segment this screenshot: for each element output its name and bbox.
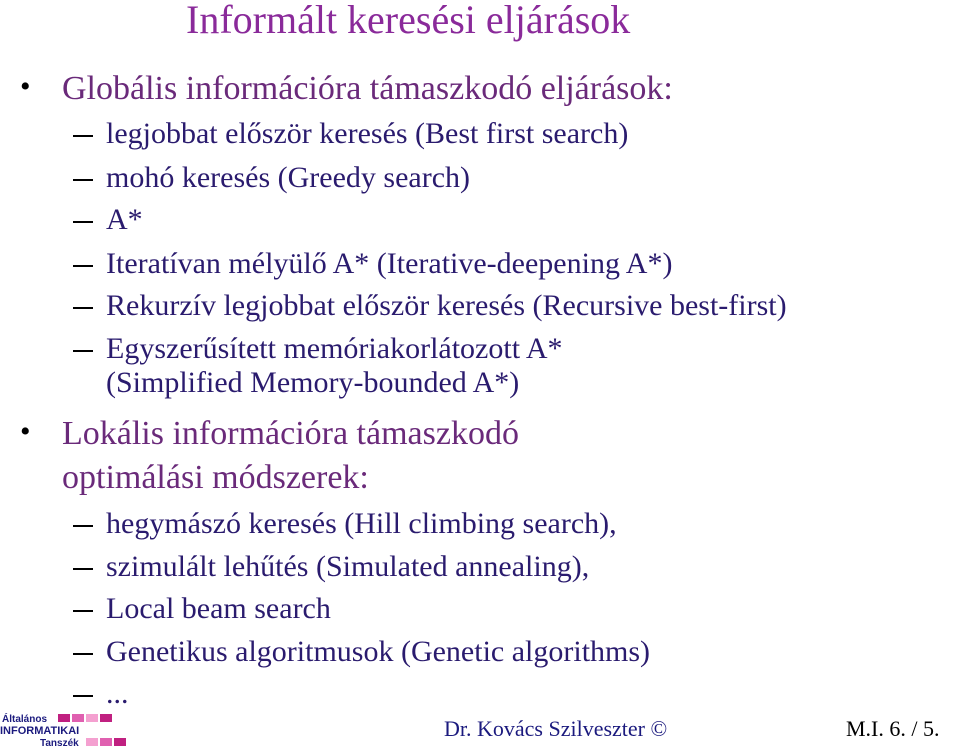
- logo-block: [58, 714, 70, 722]
- logo-line2: INFORMATIKAI: [0, 725, 80, 737]
- logo-block: [86, 714, 98, 722]
- dash-marker: [73, 525, 93, 527]
- section-heading-local: [20, 415, 519, 453]
- author-credit: Dr. Kovács Szilveszter ©: [444, 716, 668, 741]
- logo-line3: Tanszék: [40, 738, 79, 748]
- department-logo: [0, 712, 130, 748]
- logo-block: [86, 738, 98, 746]
- dash-marker: [73, 610, 93, 612]
- slide-title: Informált keresési eljárások: [186, 0, 631, 42]
- list-item: ...: [106, 677, 129, 710]
- dash-marker: [73, 221, 93, 223]
- list-item-continuation: (Simplified Memory-bounded A*): [106, 366, 520, 399]
- dash-marker: [73, 135, 93, 137]
- list-item: hegymászó keresés (Hill climbing search),: [106, 507, 617, 540]
- list-item: mohó keresés (Greedy search): [106, 161, 470, 194]
- section-heading-local-line1: Lokális információra támaszkodó: [62, 415, 519, 452]
- dash-marker: [73, 695, 93, 697]
- logo-block: [114, 738, 126, 746]
- section-heading-global: [20, 70, 673, 108]
- dash-marker: [73, 653, 93, 655]
- bullet: •: [20, 70, 31, 103]
- list-item: Genetikus algoritmusok (Genetic algorithms): [106, 635, 651, 668]
- list-item: A*: [106, 203, 143, 236]
- list-item: szimulált lehűtés (Simulated annealing),: [106, 550, 590, 583]
- dash-marker: [73, 265, 93, 267]
- logo-block: [100, 738, 112, 746]
- list-item: legjobbat először keresés (Best first search): [106, 117, 629, 150]
- list-item: Iteratívan mélyülő A* (Iterative-deepening A*): [106, 247, 673, 280]
- bullet: •: [20, 415, 31, 448]
- dash-marker: [73, 350, 93, 352]
- logo-block: [100, 714, 112, 722]
- list-item: Local beam search: [106, 592, 331, 625]
- dash-marker: [73, 568, 93, 570]
- dash-marker: [73, 179, 93, 181]
- list-item: Rekurzív legjobbat először keresés (Recursive best-first): [106, 289, 787, 322]
- section-heading-global-text: Globális információra támaszkodó eljárások:: [62, 70, 673, 107]
- logo-block: [72, 714, 84, 722]
- logo-line1: Általános: [2, 714, 48, 725]
- section-heading-local-line2: optimálási módszerek:: [62, 459, 369, 496]
- list-item: Egyszerűsített memóriakorlátozott A*: [106, 332, 563, 365]
- dash-marker: [73, 307, 93, 309]
- page-number: M.I. 6. / 5.: [846, 716, 940, 741]
